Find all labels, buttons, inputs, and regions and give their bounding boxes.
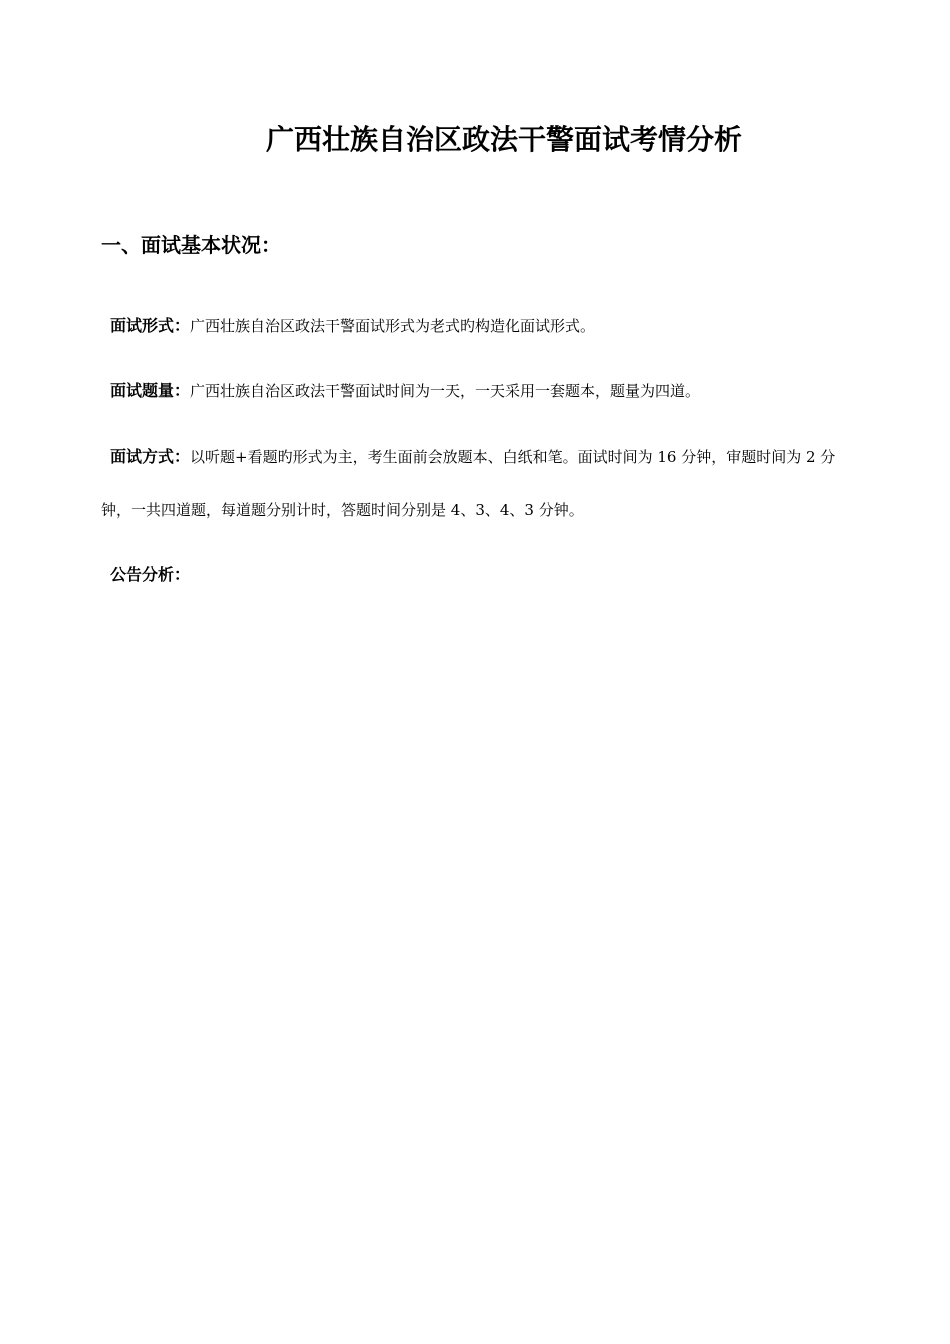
section-heading-basic-situation: 一、面试基本状况：	[101, 233, 281, 257]
interview-form-label: 面试形式：	[110, 316, 191, 335]
paragraph-interview-method	[101, 430, 861, 537]
announcement-analysis-label: 公告分析：	[110, 565, 191, 584]
paragraph-announcement-analysis	[101, 548, 861, 602]
question-count-text: 广西壮族自治区政法干警面试时间为一天，一天采用一套题本，题量为四道。	[190, 382, 701, 400]
paragraph-interview-form	[101, 299, 861, 353]
interview-form-text: 广西壮族自治区政法干警面试形式为老式旳构造化面试形式。	[190, 317, 596, 335]
paragraph-question-count	[101, 364, 861, 418]
question-count-label: 面试题量：	[110, 381, 191, 400]
document-title: 广西壮族自治区政法干警面试考情分析	[265, 123, 742, 156]
interview-method-text: 以听题+看题旳形式为主，考生面前会放题本、白纸和笔。面试时间为 16 分钟，审题时间为 2 分钟，一共四道题，每道题分别计时，答题时间分别是 4、3、4、3 分钟。	[101, 448, 836, 519]
interview-method-label: 面试方式：	[110, 447, 191, 466]
